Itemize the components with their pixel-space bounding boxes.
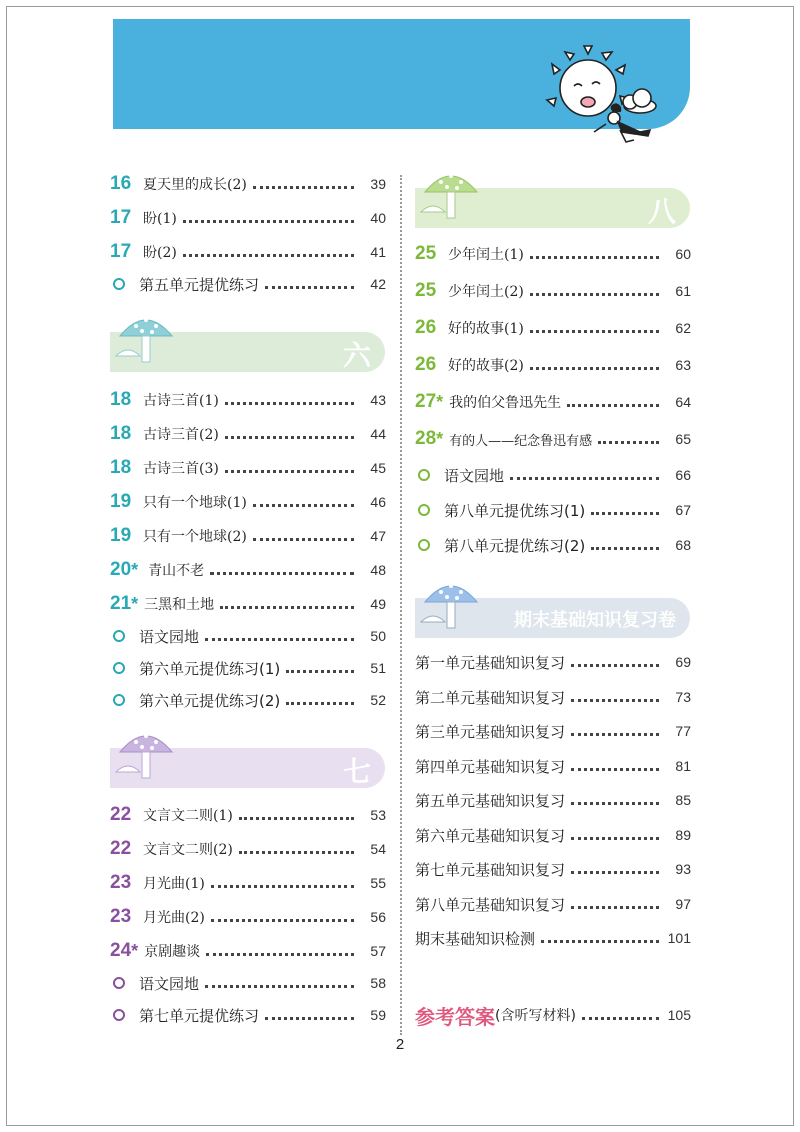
- circle-bullet-icon: [113, 694, 125, 706]
- lesson-number: 21: [110, 593, 132, 614]
- circle-bullet-icon: [113, 630, 125, 642]
- leader-dots: [530, 256, 659, 259]
- page-ref: 63: [675, 357, 691, 373]
- unit-label: 八: [647, 195, 676, 228]
- page-ref: 39: [370, 176, 386, 192]
- lesson-title: 盼(1): [143, 211, 177, 227]
- unit-label: 七: [342, 755, 371, 788]
- leader-dots: [205, 985, 354, 988]
- toc-entry[interactable]: [415, 530, 691, 560]
- page-ref: 47: [370, 528, 386, 544]
- leader-dots: [571, 733, 659, 736]
- circle-bullet-icon: [418, 504, 430, 516]
- lesson-title: 好的故事(2): [448, 358, 524, 374]
- lesson-title: 语文园地: [139, 974, 200, 993]
- circle-bullet-icon: [418, 469, 430, 481]
- page-ref: 61: [675, 283, 691, 299]
- lesson-title: 第五单元提优练习: [139, 275, 260, 294]
- lesson-title: 夏天里的成长(2): [143, 177, 247, 193]
- leader-dots: [265, 286, 354, 289]
- toc-entry[interactable]: [110, 834, 386, 864]
- toc-entry[interactable]: [415, 682, 691, 712]
- leader-dots: [220, 606, 354, 609]
- lesson-title: 第八单元提优练习(1): [444, 501, 586, 520]
- lesson-number: 16: [110, 173, 132, 194]
- page-ref: 60: [675, 246, 691, 262]
- leader-dots: [571, 871, 659, 874]
- page-ref: 81: [675, 758, 691, 774]
- toc-entry[interactable]: [415, 820, 691, 850]
- page-ref: 65: [675, 431, 691, 447]
- page-ref: 66: [675, 467, 691, 483]
- toc-entry[interactable]: [415, 751, 691, 781]
- sun-mascot-illustration: [530, 40, 680, 152]
- page-ref: 68: [675, 537, 691, 553]
- page-ref: 45: [370, 460, 386, 476]
- answer-key-subtitle: (含听写材料): [495, 1008, 576, 1024]
- lesson-title: 三黑和土地: [144, 597, 215, 613]
- lesson-number: 24: [110, 940, 132, 961]
- leader-dots: [571, 906, 659, 909]
- lesson-number: 20: [110, 559, 132, 580]
- optional-star: *: [131, 593, 139, 614]
- lesson-number: 26: [415, 354, 437, 375]
- toc-entry[interactable]: [110, 269, 386, 299]
- toc-entry[interactable]: [415, 239, 691, 269]
- circle-bullet-icon: [113, 662, 125, 674]
- page-ref: 85: [675, 792, 691, 808]
- page-number: 2: [395, 1036, 405, 1053]
- toc-entry[interactable]: [415, 854, 691, 884]
- optional-star: *: [131, 559, 139, 580]
- lesson-title: 第六单元基础知识复习: [415, 826, 566, 845]
- toc-entry[interactable]: [110, 203, 386, 233]
- leader-dots: [225, 470, 354, 473]
- leader-dots: [253, 538, 354, 541]
- page-ref: 77: [675, 723, 691, 739]
- toc-entry[interactable]: [415, 785, 691, 815]
- leader-dots: [239, 851, 354, 854]
- mushroom-icon: [419, 570, 483, 634]
- lesson-title: 古诗三首(2): [143, 427, 219, 443]
- lesson-title: 盼(2): [143, 245, 177, 261]
- leader-dots: [567, 404, 659, 407]
- lesson-number: 17: [110, 207, 132, 228]
- page-ref: 64: [675, 394, 691, 410]
- page-ref: 54: [370, 841, 386, 857]
- lesson-title: 只有一个地球(2): [143, 529, 247, 545]
- toc-entry[interactable]: [110, 419, 386, 449]
- lesson-number: 22: [110, 838, 132, 859]
- leader-dots: [206, 953, 354, 956]
- circle-bullet-icon: [113, 1009, 125, 1021]
- unit-label: 六: [342, 339, 371, 372]
- toc-entry[interactable]: [110, 621, 386, 651]
- toc-entry[interactable]: [110, 487, 386, 517]
- page-ref: 73: [675, 689, 691, 705]
- leader-dots: [286, 702, 354, 705]
- unit-7-header: [110, 748, 385, 788]
- leader-dots: [591, 512, 659, 515]
- answer-key-title: 参考答案: [415, 1004, 495, 1029]
- page-ref: 48: [370, 562, 386, 578]
- lesson-number: 19: [110, 525, 132, 546]
- toc-entry[interactable]: [415, 276, 691, 306]
- lesson-title: 第三单元基础知识复习: [415, 722, 566, 741]
- page-ref: 50: [370, 628, 386, 644]
- toc-entry[interactable]: [415, 716, 691, 746]
- page-ref: 101: [667, 930, 691, 946]
- optional-star: *: [131, 940, 139, 961]
- optional-star: *: [436, 428, 444, 449]
- toc-entry[interactable]: [110, 521, 386, 551]
- toc-entry[interactable]: [110, 685, 386, 715]
- leader-dots: [225, 436, 354, 439]
- leader-dots: [571, 837, 659, 840]
- toc-entry[interactable]: [415, 460, 691, 490]
- lesson-title: 第四单元基础知识复习: [415, 757, 566, 776]
- mushroom-icon: [419, 160, 483, 224]
- lesson-number: 22: [110, 804, 132, 825]
- toc-entry[interactable]: [110, 169, 386, 199]
- lesson-title: 第六单元提优练习(2): [139, 691, 281, 710]
- leader-dots: [530, 367, 659, 370]
- leader-dots: [253, 186, 354, 189]
- lesson-number: 25: [415, 280, 437, 301]
- circle-bullet-icon: [113, 977, 125, 989]
- toc-entry[interactable]: [110, 868, 386, 898]
- page-ref: 52: [370, 692, 386, 708]
- page-ref: 42: [370, 276, 386, 292]
- leader-dots: [265, 1017, 354, 1020]
- lesson-title: 少年闰土(1): [448, 247, 524, 263]
- leader-dots: [183, 220, 354, 223]
- optional-star: *: [436, 391, 444, 412]
- page-ref: 43: [370, 392, 386, 408]
- leader-dots: [211, 885, 354, 888]
- lesson-title: 第八单元基础知识复习: [415, 895, 566, 914]
- leader-dots: [598, 441, 659, 444]
- leader-dots: [253, 504, 354, 507]
- lesson-title: 月光曲(1): [143, 876, 205, 892]
- page-ref: 49: [370, 596, 386, 612]
- lesson-number: 19: [110, 491, 132, 512]
- toc-entry[interactable]: [110, 800, 386, 830]
- lesson-title: 语文园地: [444, 466, 505, 485]
- mushroom-icon: [114, 304, 178, 368]
- lesson-number: 26: [415, 317, 437, 338]
- leader-dots: [211, 919, 354, 922]
- page-ref: 59: [370, 1007, 386, 1023]
- lesson-number: 25: [415, 243, 437, 264]
- leader-dots: [530, 330, 659, 333]
- page-ref: 57: [370, 943, 386, 959]
- unit-8-header: [415, 188, 690, 228]
- page-ref: 41: [370, 244, 386, 260]
- lesson-title: 古诗三首(1): [143, 393, 219, 409]
- lesson-title: 文言文二则(2): [143, 842, 233, 858]
- toc-entry[interactable]: [110, 237, 386, 267]
- toc-entry[interactable]: [415, 313, 691, 343]
- toc-entry[interactable]: [415, 387, 691, 417]
- unit-6-header: [110, 332, 385, 372]
- toc-entry[interactable]: [110, 902, 386, 932]
- leader-dots: [239, 817, 354, 820]
- lesson-title: 京剧趣谈: [144, 944, 201, 960]
- lesson-number: 17: [110, 241, 132, 262]
- lesson-title: 第七单元基础知识复习: [415, 860, 566, 879]
- toc-entry[interactable]: [110, 453, 386, 483]
- page-ref: 55: [370, 875, 386, 891]
- lesson-title: 第六单元提优练习(1): [139, 659, 281, 678]
- toc-entry[interactable]: [110, 1000, 386, 1030]
- toc-entry[interactable]: [415, 424, 691, 454]
- page-ref: 46: [370, 494, 386, 510]
- lesson-title: 期末基础知识检测: [415, 929, 536, 948]
- leader-dots: [286, 670, 354, 673]
- lesson-title: 青山不老: [148, 563, 205, 579]
- leader-dots: [582, 1017, 659, 1020]
- toc-entry[interactable]: [415, 889, 691, 919]
- lesson-number: 18: [110, 423, 132, 444]
- lesson-title: 第七单元提优练习: [139, 1006, 260, 1025]
- lesson-number: 23: [110, 906, 132, 927]
- circle-bullet-icon: [113, 278, 125, 290]
- leader-dots: [205, 638, 354, 641]
- page-ref: 44: [370, 426, 386, 442]
- toc-entry[interactable]: [110, 555, 386, 585]
- lesson-number: 18: [110, 389, 132, 410]
- lesson-title: 第八单元提优练习(2): [444, 536, 586, 555]
- column-divider: [400, 175, 402, 1035]
- leader-dots: [510, 477, 659, 480]
- page-ref: 53: [370, 807, 386, 823]
- lesson-title: 有的人——纪念鲁迅有感: [449, 433, 593, 449]
- page-ref: 56: [370, 909, 386, 925]
- review-section-header: [415, 598, 690, 638]
- lesson-title: 我的伯父鲁迅先生: [449, 395, 562, 411]
- page-ref: 40: [370, 210, 386, 226]
- toc-entry[interactable]: [110, 936, 386, 966]
- leader-dots: [530, 293, 659, 296]
- lesson-title: 文言文二则(1): [143, 808, 233, 824]
- lesson-title: 第五单元基础知识复习: [415, 791, 566, 810]
- page-ref: 62: [675, 320, 691, 336]
- page-ref: 93: [675, 861, 691, 877]
- mushroom-icon: [114, 720, 178, 784]
- page-ref: 67: [675, 502, 691, 518]
- leader-dots: [183, 254, 354, 257]
- toc-entry[interactable]: [415, 350, 691, 380]
- leader-dots: [571, 699, 659, 702]
- lesson-title: 少年闰土(2): [448, 284, 524, 300]
- leader-dots: [225, 402, 354, 405]
- lesson-title: 只有一个地球(1): [143, 495, 247, 511]
- lesson-title: 第二单元基础知识复习: [415, 688, 566, 707]
- page-ref: 105: [667, 1007, 691, 1023]
- page-ref: 51: [370, 660, 386, 676]
- circle-bullet-icon: [418, 539, 430, 551]
- leader-dots: [541, 940, 659, 943]
- answer-key-entry[interactable]: [415, 1000, 691, 1030]
- lesson-number: 18: [110, 457, 132, 478]
- toc-entry[interactable]: [415, 495, 691, 525]
- lesson-title: 第一单元基础知识复习: [415, 653, 566, 672]
- toc-entry[interactable]: [415, 923, 691, 953]
- page-ref: 58: [370, 975, 386, 991]
- leader-dots: [571, 768, 659, 771]
- lesson-number: 28: [415, 428, 437, 449]
- toc-entry[interactable]: [110, 385, 386, 415]
- page-ref: 97: [675, 896, 691, 912]
- page-ref: 69: [675, 654, 691, 670]
- lesson-title: 古诗三首(3): [143, 461, 219, 477]
- lesson-title: 月光曲(2): [143, 910, 205, 926]
- unit-label: 期末基础知识复习卷: [514, 610, 676, 631]
- leader-dots: [571, 664, 659, 667]
- toc-entry[interactable]: [110, 589, 386, 619]
- lesson-title: 语文园地: [139, 627, 200, 646]
- toc-entry[interactable]: [110, 968, 386, 998]
- toc-entry[interactable]: [415, 647, 691, 677]
- lesson-title: 好的故事(1): [448, 321, 524, 337]
- lesson-number: 23: [110, 872, 132, 893]
- leader-dots: [571, 802, 659, 805]
- leader-dots: [210, 572, 354, 575]
- page-ref: 89: [675, 827, 691, 843]
- leader-dots: [591, 547, 659, 550]
- toc-entry[interactable]: [110, 653, 386, 683]
- lesson-number: 27: [415, 391, 437, 412]
